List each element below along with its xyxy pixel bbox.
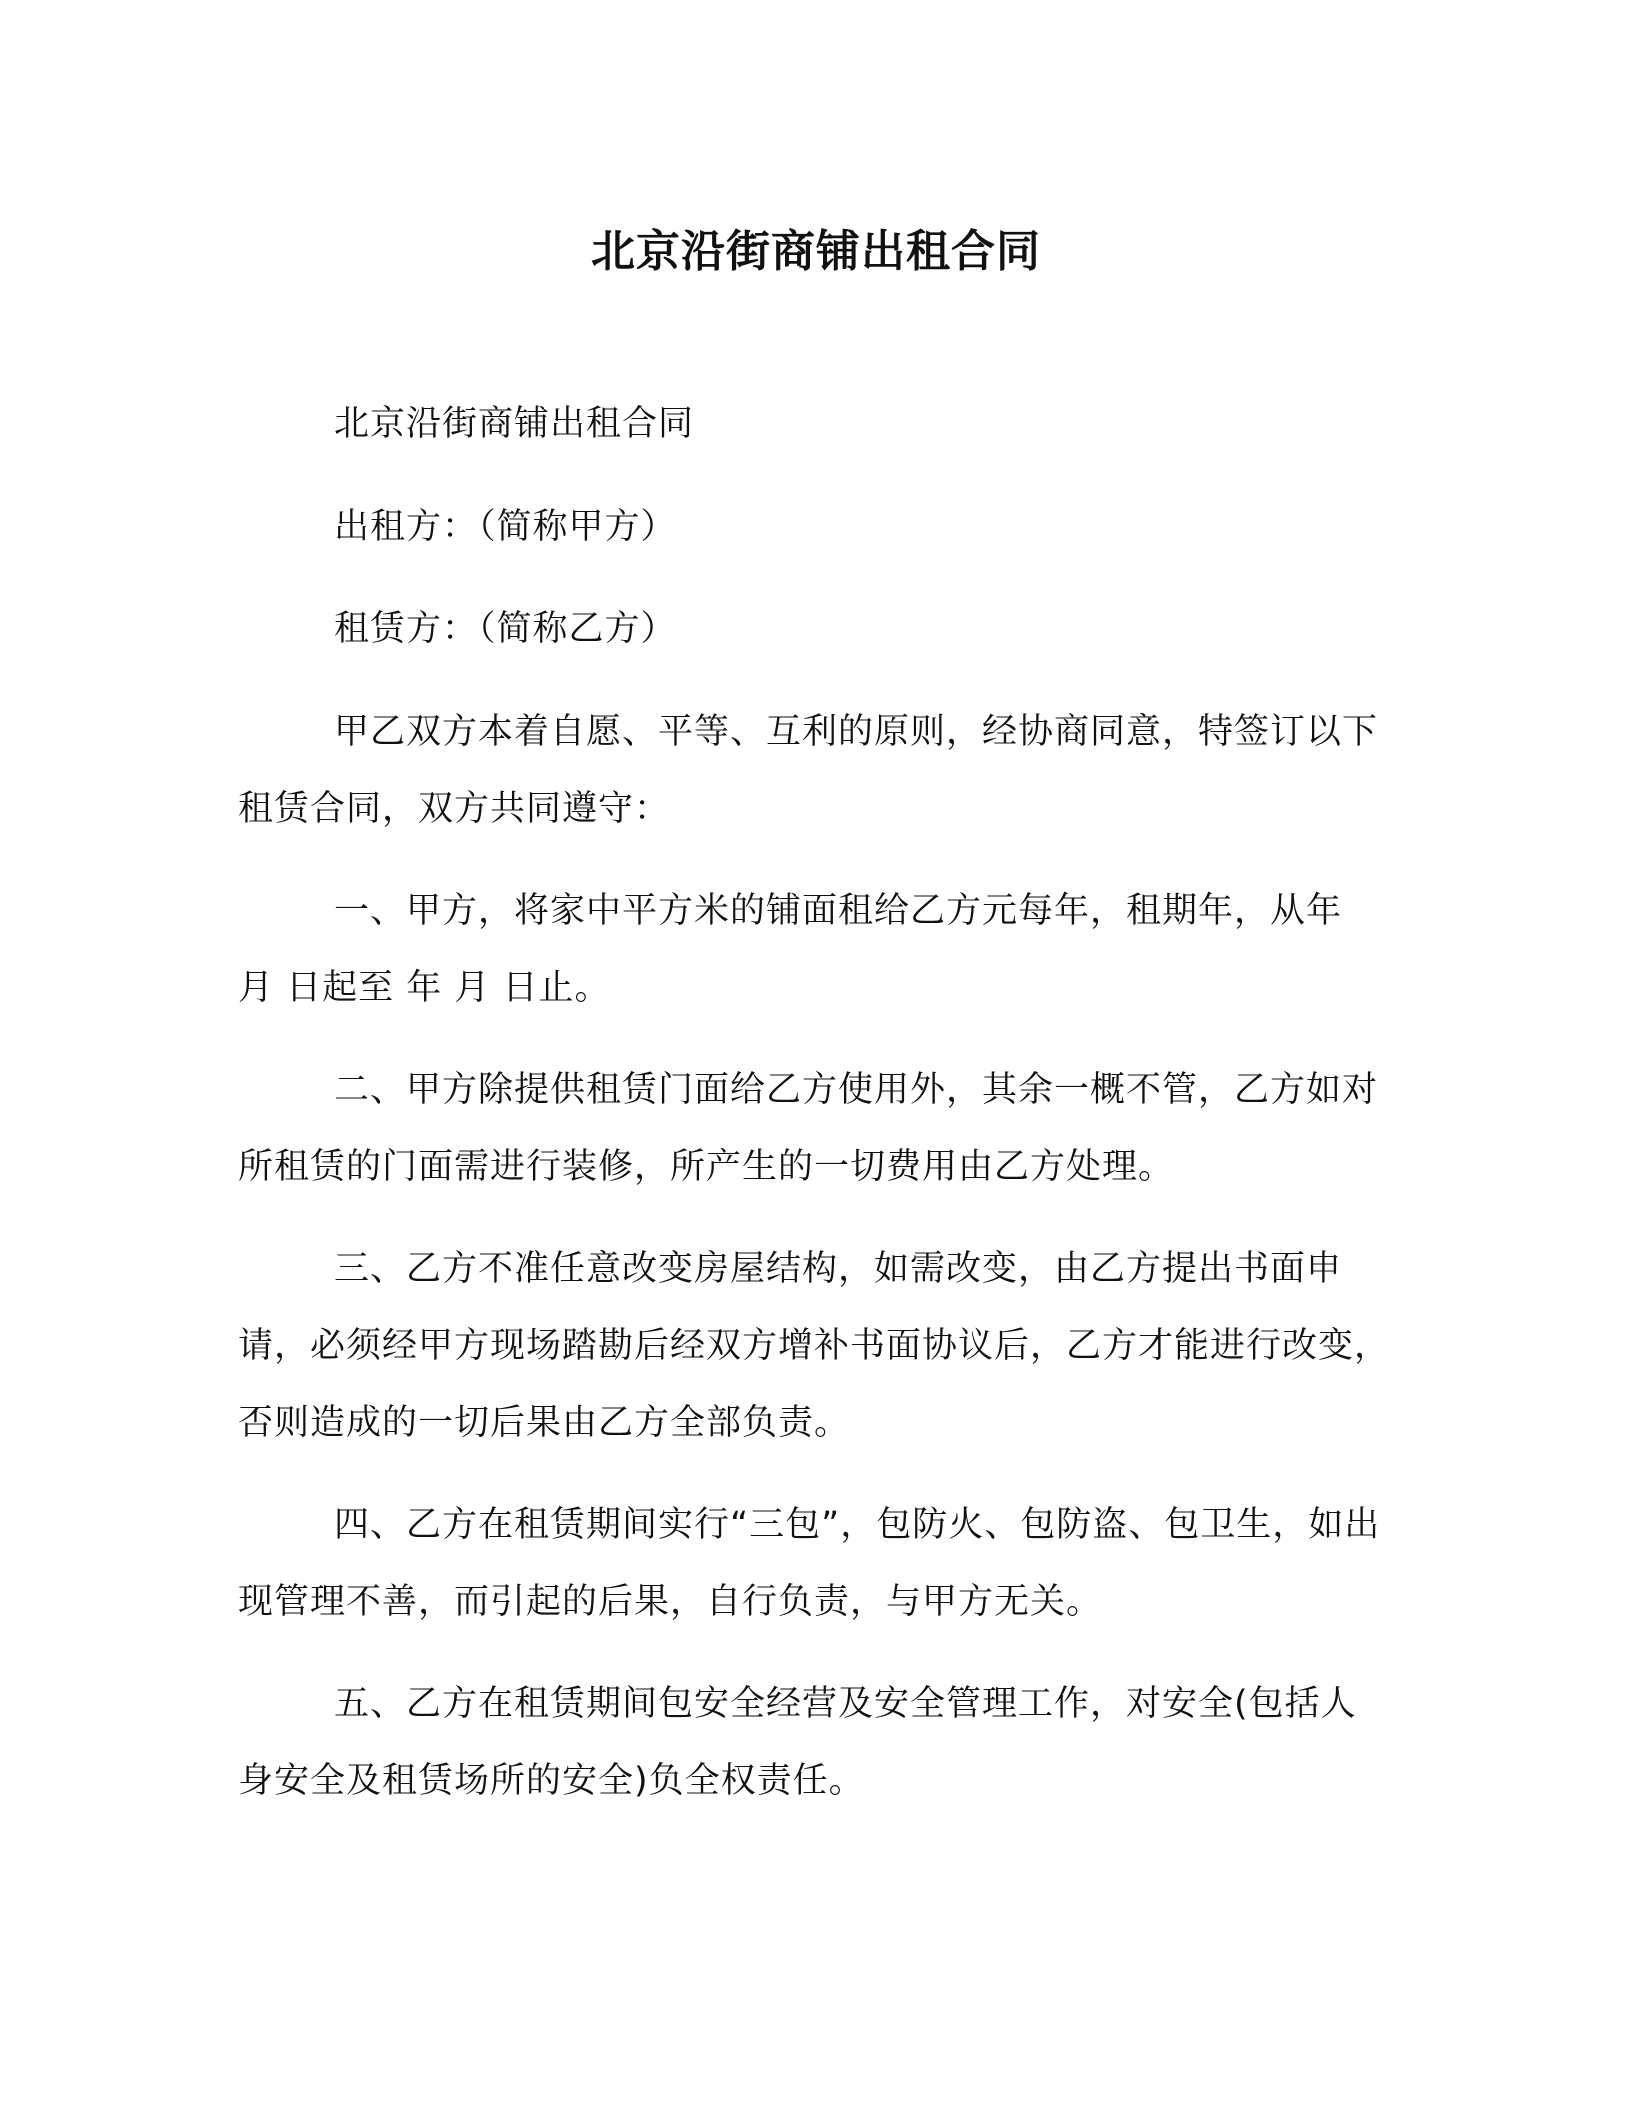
document-title: 北京沿街商铺出租合同: [591, 226, 1041, 277]
clause-3: 三、乙方不准任意改变房屋结构，如需改变，由乙方提出书面申请，必须经甲方现场踏勘后经双方增补书面协议后，乙方才能进行改变，否则造成的一切后果由乙方全部负责。: [238, 1249, 1391, 1443]
clause-4: 四、乙方在租赁期间实行“三包”，包防火、包防盗、包卫生，如出现管理不善，而引起的后果，自行负责，与甲方无关。: [238, 1505, 1381, 1622]
clause-1: 一、甲方，将家中平方米的铺面租给乙方元每年，租期年，从年 月 日起至 年 月 日止。: [238, 891, 1343, 1008]
preamble-paragraph: 甲乙双方本着自愿、平等、互利的原则，经协商同意，特签订以下租赁合同，双方共同遵守：: [238, 712, 1379, 829]
subtitle-paragraph: 北京沿街商铺出租合同: [334, 404, 695, 444]
clause-5: 五、乙方在租赁期间包安全经营及安全管理工作，对安全(包括人身安全及租赁场所的安全)负全权责任。: [238, 1684, 1357, 1801]
clause-2: 二、甲方除提供租赁门面给乙方使用外，其余一概不管，乙方如对所租赁的门面需进行装修，所产生的一切费用由乙方处理。: [238, 1070, 1379, 1187]
lessee-line: 租赁方：（简称乙方）: [334, 609, 677, 649]
lessor-line: 出租方：（简称甲方）: [334, 507, 677, 547]
